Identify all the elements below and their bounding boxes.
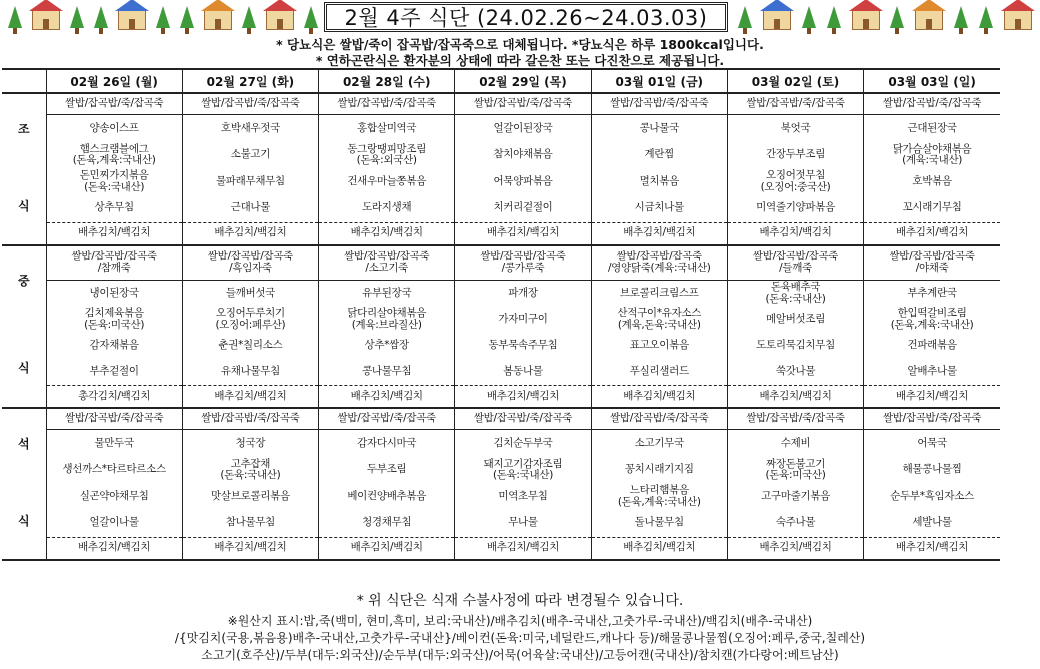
house-icon [852,10,880,30]
kimchi-cell: 배추김치/백김치 [319,386,455,409]
dish-cell: 참나물무침 [182,510,318,537]
day-header: 02월 27일 (화) [182,69,318,93]
dinner-dish-row [2,457,1000,484]
lunch-dish-row [2,333,1000,359]
dish-cell: 김치순두부국 [455,430,591,457]
kimchi-cell: 배추김치/백김치 [455,386,591,409]
dish-cell: 고추잡채 (돈육:국내산) [182,457,318,484]
dish-cell: 상추*쌈장 [319,333,455,359]
dish-cell: 계란찜 [591,142,727,169]
lunch-kimchi-row [2,386,1000,409]
kimchi-cell: 배추김치/백김치 [182,222,318,245]
rice-cell: 쌀밥/잡곡밥/잡곡죽 /참깨죽 [46,245,182,281]
meal-label-top: 조 [17,122,30,136]
dish-cell: 근대나물 [182,195,318,222]
meal-label-bottom: 식 [17,361,30,375]
rice-cell: 쌀밥/잡곡밥/잡곡죽 /들깨죽 [727,245,863,281]
kimchi-cell: 배추김치/백김치 [591,537,727,560]
kimchi-cell: 배추김치/백김치 [319,222,455,245]
meal-label-bottom: 식 [17,199,30,213]
dish-cell: 북엇국 [727,115,863,142]
dish-cell: 수제비 [727,430,863,457]
dish-cell: 숙주나물 [727,510,863,537]
dinner-rice-row [2,408,1000,430]
day-header: 02월 28일 (수) [319,69,455,93]
breakfast-dish-row [2,168,1000,195]
rice-cell: 쌀밥/잡곡밥/잡곡죽 /콩가루죽 [455,245,591,281]
rice-cell: 쌀밥/잡곡밥/죽/잡곡죽 [182,93,318,115]
dish-cell: 꽁치시래기지짐 [591,457,727,484]
dish-cell: 한입떡갈비조림 (돈육,계육:국내산) [864,307,1000,333]
tree-icon [954,6,968,28]
dish-cell: 유부된장국 [319,281,455,308]
tree-icon [802,6,816,28]
day-header: 03월 02일 (토) [727,69,863,93]
header-decoration-right [734,0,1036,34]
header-decoration-left [4,0,322,34]
tree-icon [242,6,256,28]
kimchi-cell: 배추김치/백김치 [727,386,863,409]
dish-cell: 김치제육볶음 (돈육:미국산) [46,307,182,333]
origin-line: ※원산지 표시:밥,죽(백미, 현미,흑미, 보리:국내산)/배추김치(배추-국내산,고춧가루-국내산)/백김치(배추-국내산) [227,614,813,628]
dish-cell: 청경채무침 [319,510,455,537]
dish-cell: 오징어젓무침 (오징어:중국산) [727,168,863,195]
day-header: 02월 26일 (월) [46,69,182,93]
dish-cell: 햄스크램블에그 (돈육,계육:국내산) [46,142,182,169]
dish-cell: 물파래무채무침 [182,168,318,195]
day-header: 03월 03일 (일) [864,69,1000,93]
dish-cell: 쑥갓나물 [727,359,863,386]
house-icon [763,10,791,30]
dish-cell: 맛살브로콜리볶음 [182,483,318,510]
dish-cell: 표고오이볶음 [591,333,727,359]
dish-cell: 생선까스*타르타르소스 [46,457,182,484]
dish-cell: 닭가슴살야채볶음 (계육:국내산) [864,142,1000,169]
dish-cell: 감자채볶음 [46,333,182,359]
kimchi-cell: 배추김치/백김치 [727,537,863,560]
lunch-label [2,245,46,408]
dish-cell: 고구마줄기볶음 [727,483,863,510]
dish-cell: 치커리겉절이 [455,195,591,222]
dish-cell: 냉이된장국 [46,281,182,308]
house-icon [32,10,60,30]
dish-cell: 미역줄기양파볶음 [727,195,863,222]
weekly-menu-table [2,68,1000,561]
rice-cell: 쌀밥/잡곡밥/죽/잡곡죽 [591,93,727,115]
tree-icon [180,6,194,28]
dish-cell: 콩나물국 [591,115,727,142]
tree-icon [979,6,993,28]
rice-cell: 쌀밥/잡곡밥/잡곡죽 /야채죽 [864,245,1000,281]
dish-cell: 청국장 [182,430,318,457]
page-title: 2월 4주 식단 (24.02.26~24.03.03) [324,2,728,32]
dish-cell: 동부묵속주무침 [455,333,591,359]
dish-cell: 느타리햄볶음 (돈육,계육:국내산) [591,483,727,510]
dish-cell: 건파래볶음 [864,333,1000,359]
menu-change-note: * 위 식단은 식재 수불사정에 따라 변경될수 있습니다. [356,593,684,609]
dish-cell: 파개장 [455,281,591,308]
tree-icon [94,6,108,28]
dish-cell: 부추계란국 [864,281,1000,308]
kimchi-cell: 배추김치/백김치 [319,537,455,560]
day-header: 03월 01일 (금) [591,69,727,93]
dish-cell: 도토리묵김치무침 [727,333,863,359]
dish-cell: 콩나물무침 [319,359,455,386]
kimchi-cell: 배추김치/백김치 [864,386,1000,409]
kimchi-cell: 배추김치/백김치 [864,222,1000,245]
dish-cell: 유채나물무침 [182,359,318,386]
tree-icon [738,6,752,28]
dish-cell: 부추겉절이 [46,359,182,386]
rice-cell: 쌀밥/잡곡밥/잡곡죽 /소고기죽 [319,245,455,281]
rice-cell: 쌀밥/잡곡밥/죽/잡곡죽 [455,408,591,430]
rice-cell: 쌀밥/잡곡밥/죽/잡곡죽 [864,93,1000,115]
dish-cell: 돈육배추국 (돈육:국내산) [727,281,863,308]
origin-line: /{맛김치(국용,볶음용)배추-국내산,고춧가루-국내산}/베이컨(돈육:미국,네덜란드,캐나다 등)/해물콩나물찜(오징어:페루,중국,칠레산) [174,631,866,645]
dish-cell: 동그랑땡피망조림 (돈육:외국산) [319,142,455,169]
kimchi-cell: 배추김치/백김치 [455,222,591,245]
dish-cell: 호박새우젓국 [182,115,318,142]
tree-icon [890,6,904,28]
dish-cell: 돌나물무침 [591,510,727,537]
dish-cell: 메알버섯조림 [727,307,863,333]
breakfast-rice-row [2,93,1000,115]
lunch-dish-row [2,281,1000,308]
kimchi-cell: 배추김치/백김치 [864,537,1000,560]
kimchi-cell: 배추김치/백김치 [46,537,182,560]
rice-cell: 쌀밥/잡곡밥/죽/잡곡죽 [727,93,863,115]
dinner-dish-row [2,510,1000,537]
dish-cell: 베이컨양배추볶음 [319,483,455,510]
breakfast-dish-row [2,115,1000,142]
lunch-dish-row [2,359,1000,386]
dish-cell: 참치야채볶음 [455,142,591,169]
rice-cell: 쌀밥/잡곡밥/죽/잡곡죽 [864,408,1000,430]
kimchi-cell: 배추김치/백김치 [182,386,318,409]
dish-cell: 홍합살미역국 [319,115,455,142]
dish-cell: 미역초무침 [455,483,591,510]
kimchi-cell: 배추김치/백김치 [182,537,318,560]
tree-icon [8,6,22,28]
dish-cell: 돼지고기감자조림 (돈육:국내산) [455,457,591,484]
origin-info [0,613,1040,664]
dish-cell: 짜장돈불고기 (돈육:미국산) [727,457,863,484]
dish-cell: 시금치나물 [591,195,727,222]
dish-cell: 얼갈이나물 [46,510,182,537]
kimchi-cell: 배추김치/백김치 [591,386,727,409]
dish-cell: 들깨버섯국 [182,281,318,308]
dinner-dish-row [2,430,1000,457]
dish-cell: 알배추나물 [864,359,1000,386]
dish-cell: 상추무침 [46,195,182,222]
kimchi-cell: 총각김치/백김치 [46,386,182,409]
dish-cell: 해물콩나물찜 [864,457,1000,484]
house-icon [915,10,943,30]
rice-cell: 쌀밥/잡곡밥/죽/잡곡죽 [319,93,455,115]
dish-cell: 양송이스프 [46,115,182,142]
dinner-kimchi-row [2,537,1000,560]
dish-cell: 돈민찌가지볶음 (돈육:국내산) [46,168,182,195]
meal-label-top: 석 [17,437,30,451]
house-icon [118,10,146,30]
dish-cell: 어묵국 [864,430,1000,457]
rice-cell: 쌀밥/잡곡밥/잡곡죽 /흑임자죽 [182,245,318,281]
tree-icon [827,6,841,28]
dish-cell: 순두부*흑임자소스 [864,483,1000,510]
dish-cell: 물만두국 [46,430,182,457]
rice-cell: 쌀밥/잡곡밥/잡곡죽 /영양닭죽(계육:국내산) [591,245,727,281]
breakfast-dish-row [2,142,1000,169]
dish-cell: 소고기무국 [591,430,727,457]
dish-cell: 건새우마늘쫑볶음 [319,168,455,195]
dish-cell: 꼬시래기무침 [864,195,1000,222]
tree-icon [156,6,170,28]
rice-cell: 쌀밥/잡곡밥/죽/잡곡죽 [182,408,318,430]
dish-cell: 가자미구이 [455,307,591,333]
tree-icon [70,6,84,28]
dinner-label [2,408,46,560]
dinner-dish-row [2,483,1000,510]
dish-cell: 소불고기 [182,142,318,169]
dish-cell: 브로콜리크림스프 [591,281,727,308]
corner-cell [2,69,46,93]
dish-cell: 봄동나물 [455,359,591,386]
dish-cell: 호박볶음 [864,168,1000,195]
dish-cell: 산적구이*유자소스 (계육,돈육:국내산) [591,307,727,333]
day-header-row [2,69,1000,93]
house-icon [266,10,294,30]
dish-cell: 멸치볶음 [591,168,727,195]
breakfast-kimchi-row [2,222,1000,245]
dish-cell: 실곤약야채무침 [46,483,182,510]
dish-cell: 닭다리살야채볶음 (계육:브라질산) [319,307,455,333]
house-icon [1004,10,1032,30]
dish-cell: 근대된장국 [864,115,1000,142]
rice-cell: 쌀밥/잡곡밥/죽/잡곡죽 [46,408,182,430]
kimchi-cell: 배추김치/백김치 [727,222,863,245]
house-icon [204,10,232,30]
breakfast-label [2,93,46,245]
lunch-rice-row [2,245,1000,281]
dish-cell: 무나물 [455,510,591,537]
dish-cell: 오징어두루치기 (오징어:페루산) [182,307,318,333]
rice-cell: 쌀밥/잡곡밥/죽/잡곡죽 [319,408,455,430]
lunch-dish-row [2,307,1000,333]
dish-cell: 춘권*칠리소스 [182,333,318,359]
dish-cell: 푸실리샐러드 [591,359,727,386]
dish-cell: 도라지생채 [319,195,455,222]
dish-cell: 간장두부조림 [727,142,863,169]
kimchi-cell: 배추김치/백김치 [455,537,591,560]
tree-icon [304,6,318,28]
meal-label-top: 중 [17,274,30,288]
dish-cell: 감자다시마국 [319,430,455,457]
menu-body [2,93,1000,560]
kimchi-cell: 배추김치/백김치 [46,222,182,245]
rice-cell: 쌀밥/잡곡밥/죽/잡곡죽 [727,408,863,430]
dish-cell: 어묵양파볶음 [455,168,591,195]
kimchi-cell: 배추김치/백김치 [591,222,727,245]
rice-cell: 쌀밥/잡곡밥/죽/잡곡죽 [455,93,591,115]
rice-cell: 쌀밥/잡곡밥/죽/잡곡죽 [591,408,727,430]
dish-cell: 세발나물 [864,510,1000,537]
dish-cell: 두부조림 [319,457,455,484]
breakfast-dish-row [2,195,1000,222]
dysphagia-notice: * 연하곤란식은 환자분의 상태에 따라 갈은찬 또는 다진찬으로 제공됩니다. [315,53,725,68]
diabetes-notice: * 당뇨식은 쌀밥/죽이 잡곡밥/잡곡죽으로 대체됩니다. *당뇨식은 하루 1800kcal입니다. [276,37,764,52]
day-header: 02월 29일 (목) [455,69,591,93]
origin-line: 소고기(호주산)/두부(대두:외국산)/순두부(대두:외국산)/어묵(어육살:국내산)/고등어캔(국내산)/참치캔(가다랑어:베트남산) [201,648,839,662]
dish-cell: 얼갈이된장국 [455,115,591,142]
meal-label-bottom: 식 [17,514,30,528]
rice-cell: 쌀밥/잡곡밥/죽/잡곡죽 [46,93,182,115]
